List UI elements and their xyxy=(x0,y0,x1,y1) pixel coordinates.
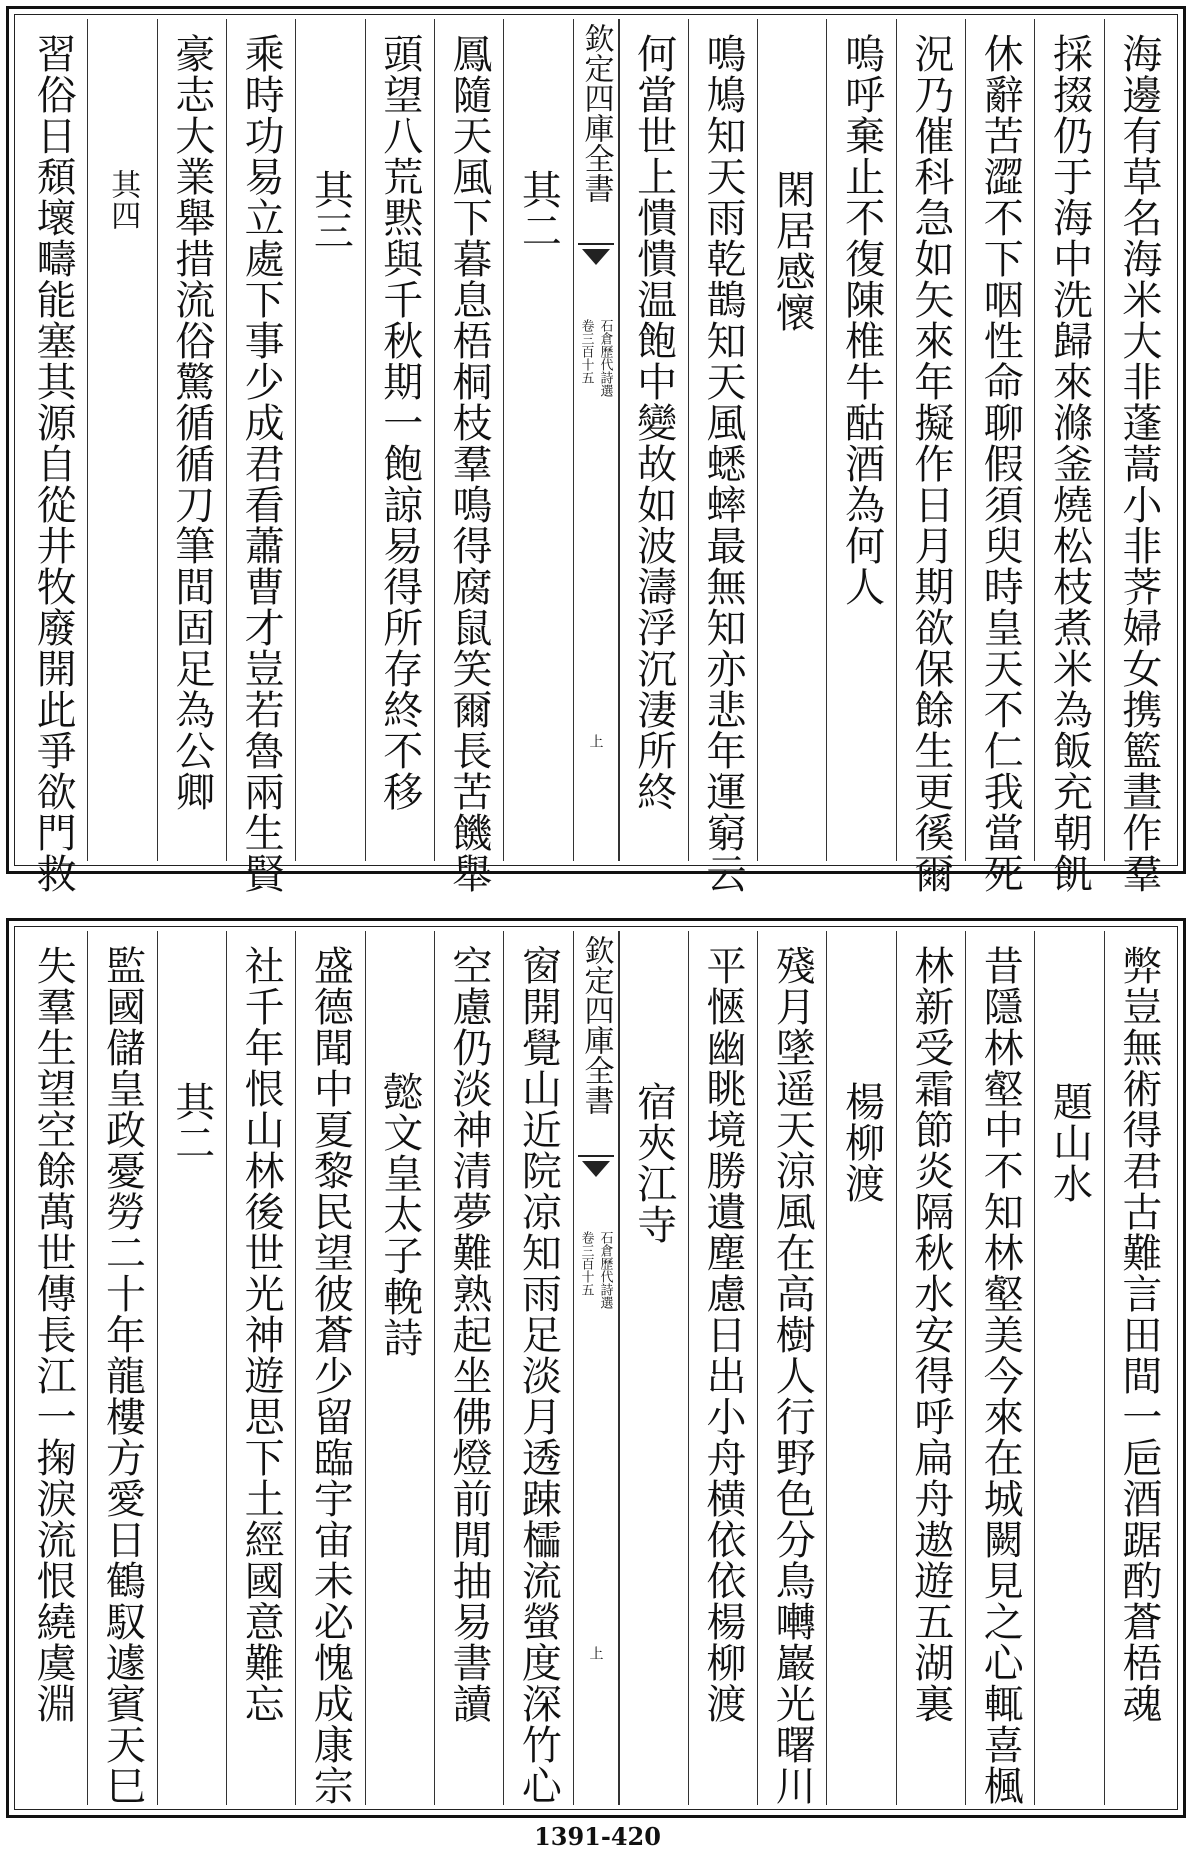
verse-line: 林新受霜節炎隔秋水安得呼扁舟遨遊五湖裏 xyxy=(907,945,954,1724)
text-column xyxy=(826,931,895,1805)
poem-title: 其四 xyxy=(105,169,141,231)
text-column xyxy=(688,19,757,894)
verse-line: 殘月墜遥天涼風在高樹人行野色分鳥囀巖光曙川 xyxy=(769,945,816,1806)
text-column xyxy=(365,931,434,1805)
verse-line: 平愜幽眺境勝遺塵慮日出小舟横依依楊柳渡 xyxy=(699,945,746,1724)
verse-line: 鳳隨天風下暮息梧桐枝羣鳴得腐鼠笑爾長苦饑舉 xyxy=(446,33,493,894)
edge-meta xyxy=(577,319,615,397)
bottom-page-columns xyxy=(19,931,1173,1805)
text-column xyxy=(87,931,156,1805)
verse-line: 監國儲皇政憂勞二十年龍樓方愛日鶴馭遽賓天巳 xyxy=(99,945,146,1806)
verse-line: 盛德聞中夏黎民望彼蒼少留臨宇宙未必愧成康宗 xyxy=(307,945,354,1806)
top-page xyxy=(6,6,1186,894)
verse-line: 採掇仍于海中洗歸來滌釜燒松枝煮米為飯充朝飢 xyxy=(1046,33,1093,894)
text-column xyxy=(826,19,895,861)
bottom-page xyxy=(6,918,1186,1818)
text-column xyxy=(503,931,572,1805)
text-column xyxy=(1034,931,1103,1805)
verse-line: 社千年恨山林後世光神遊思下土經國意難忘 xyxy=(238,945,285,1724)
text-column xyxy=(965,19,1034,894)
poem-title: 閑居感懷 xyxy=(769,169,816,333)
text-column xyxy=(434,19,503,894)
edge-meta xyxy=(577,1231,615,1309)
text-column xyxy=(619,19,688,861)
page-edge xyxy=(573,19,619,861)
text-column xyxy=(295,931,364,1805)
verse-line: 空慮仍淡神清夢難熟起坐佛燈前閒抽易書讀 xyxy=(446,945,493,1724)
verse-line: 豪志大業舉措流俗驚循循刀筆間固足為公卿 xyxy=(168,33,215,812)
text-column xyxy=(434,931,503,1805)
poem-title: 宿夾江寺 xyxy=(630,1081,677,1245)
verse-line: 習俗日頹壞疇能塞其源自從井牧廢開此爭欲門救 xyxy=(30,33,77,894)
poem-title: 懿文皇太子輓詩 xyxy=(376,1071,423,1358)
text-column xyxy=(157,19,226,861)
edge-page: 上 xyxy=(587,1646,604,1660)
poem-title: 其三 xyxy=(307,169,354,251)
edge-title: 欽定四庫全書 xyxy=(578,23,614,203)
verse-line: 休辭苦澀不下咽性命聊假須臾時皇天不仁我當死 xyxy=(977,33,1024,894)
verse-line: 頭望八荒黙與千秋期一飽諒易得所存終不移 xyxy=(376,33,423,812)
text-column xyxy=(226,19,295,894)
fish-tail-mark xyxy=(578,1155,614,1191)
poem-title: 其二 xyxy=(168,1081,215,1163)
verse-line: 昔隱林壑中不知林壑美今來在城闕見之心輒喜楓 xyxy=(977,945,1024,1806)
fish-tail-mark xyxy=(578,243,614,279)
text-column xyxy=(757,931,826,1805)
verse-line: 失羣生望空餘萬世傳長江一掬淚流恨繞虞淵 xyxy=(30,945,77,1724)
verse-line: 鳴鳩知天雨乾鵲知天風蟋蟀最無知亦悲年運窮云 xyxy=(699,33,746,894)
text-column xyxy=(965,931,1034,1805)
text-column xyxy=(619,931,688,1805)
verse-line: 弊豈無術得君古難言田間一巵酒踞酌蒼梧魂 xyxy=(1115,945,1162,1724)
text-column xyxy=(503,19,572,861)
text-column xyxy=(157,931,226,1805)
edge-title: 欽定四庫全書 xyxy=(578,935,614,1115)
verse-line: 況乃催科急如矢來年擬作日月期欲保餘生更徯爾 xyxy=(907,33,954,894)
text-column xyxy=(896,931,965,1805)
text-column xyxy=(1104,931,1173,1805)
top-page-columns xyxy=(19,19,1173,894)
text-column xyxy=(87,19,156,861)
verse-line: 乘時功易立處下事少成君看蕭曹才豈若魯兩生賢 xyxy=(238,33,285,894)
text-column xyxy=(295,19,364,861)
poem-title: 楊柳渡 xyxy=(838,1081,885,1204)
text-column xyxy=(757,19,826,861)
text-column xyxy=(1034,19,1103,894)
text-column xyxy=(365,19,434,861)
edge-volume: 卷三百十五 xyxy=(578,319,594,384)
text-column xyxy=(19,931,87,1805)
text-column xyxy=(896,19,965,894)
text-column xyxy=(226,931,295,1805)
text-column xyxy=(688,931,757,1805)
verse-line: 何當世上憒憒温飽中變故如波濤浮沉淒所終 xyxy=(630,33,677,812)
page-number-footer: 1391-420 xyxy=(534,1822,661,1851)
poem-title: 其二 xyxy=(515,169,562,251)
verse-line: 嗚呼棄止不復陳椎牛酤酒為何人 xyxy=(838,33,885,607)
poem-title: 題山水 xyxy=(1046,1081,1093,1204)
edge-book: 石倉歷代詩選 xyxy=(597,319,613,397)
edge-page: 上 xyxy=(587,734,604,748)
verse-line: 海邊有草名海米大非蓬蒿小非荠婦女携籃晝作羣 xyxy=(1115,33,1162,894)
edge-book: 石倉歷代詩選 xyxy=(597,1231,613,1309)
text-column xyxy=(1104,19,1173,894)
verse-line: 窗開覺山近院凉知雨足淡月透踈櫺流螢度深竹心 xyxy=(515,945,562,1806)
edge-volume: 卷三百十五 xyxy=(578,1231,594,1296)
text-column xyxy=(19,19,87,894)
page-edge xyxy=(573,931,619,1805)
